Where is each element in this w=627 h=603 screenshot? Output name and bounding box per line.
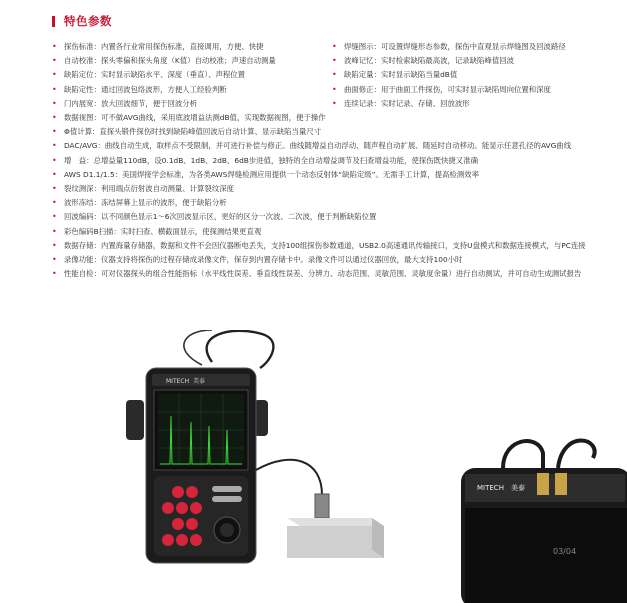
list-item: 缺陷定量：实时显示缺陷当量dB值	[344, 70, 458, 80]
section-title	[52, 12, 112, 30]
list-item: 连续记录：实时记录、存储、回放波形	[344, 98, 470, 108]
device-brand-cn: 美泰	[193, 378, 206, 385]
full-width-list: • 数据视图：可不做AVG曲线，采用底波增益法测dB值，实现数据视图，便于操作 • Φ值计算：直探头锻件探伤时找到缺陷峰值回波后自动计算、显示缺陷当量尺寸 • DAC/AVG：曲线自动生成，取样点不受限制，并可进行补偿与修正。曲线随增益自动浮动、随声程自动扩展、随延时自动移动。能显示任意孔径的AVG曲线 • 增 益：总增益量110dB，设0.1dB、1dB、2dB、6dB步进值，独特的全自动增益调节及扫查增益功能，使探伤既快捷又准确 • AWS D1.1/1.5：美国焊接学会标准，为各类AWS焊缝检测应用提供一个动态反射体“缺陷定级”。无需手工计算，提高检测效率 • 裂纹测深：利用端点衍射波自动测量、计算裂纹深度 • 波形冻结：冻结屏幕上显示的波形，便于缺陷分析 • 回波编码：以不同颜色显示1～6次回波显示区，更好的区分一次波、二次波，便于判断缺陷位置 • 彩色编码B扫描：实时扫查、横截面显示，使探测结果更直观 • 数据存储：内置海量存储器，数据和文件不会因仪器断电丢失，支持100组探伤参数通道，USB2.0高速通讯传输接口，支持U盘模式和数据连接模式，与PC连接 • 录像功能：仪器支持将探伤的过程存储成录像文件，保存到内置存储卡中。录像文件可以通过仪器回放，最大支持100小时 • 性能自检：可对仪器探头的组合性能指标（水平线性误差、垂直线性误差、分辨力、动态范围、灵敏范围、灵敏度余量）进行自动测试，并可自动生成测试报告	[52, 111, 600, 281]
list-item: 录像功能：仪器支持将探伤的过程存储成录像文件，保存到内置存储卡中。录像文件可以通过仪器回放，最大支持100小时	[64, 255, 463, 265]
list-item: Φ值计算：直探头锻件探伤时找到缺陷峰值回波后自动计算、显示缺陷当量尺寸	[64, 127, 322, 137]
list-item: 彩色编码B扫描：实时扫查、横截面显示，使探测结果更直观	[64, 226, 262, 236]
list-item: AWS D1.1/1.5：美国焊接学会标准，为各类AWS焊缝检测应用提供一个动态反射体“缺陷定级”。无需手工计算，提高检测效率	[64, 169, 479, 179]
list-item: DAC/AVG：曲线自动生成，取样点不受限制，并可进行补偿与修正。曲线随增益自动浮动、随声程自动扩展、随延时自动移动。能显示任意孔径的AVG曲线	[64, 141, 572, 151]
list-item: 缺陷定位：实时显示缺陷水平、深度（垂直）、声程位置	[64, 70, 246, 80]
list-item: 增 益：总增益量110dB，设0.1dB、1dB、2dB、6dB步进值，独特的全自动增益调节及扫查增益功能，使探伤既快捷又准确	[64, 155, 478, 165]
list-item: 数据视图：可不做AVG曲线，采用底波增益法测dB值，实现数据视图，便于操作	[64, 113, 326, 122]
closeup-brand-cn: 美泰	[511, 484, 525, 492]
page-number: 03/04	[553, 547, 577, 556]
list-item: 曲面修正：用于曲面工件探伤，可实时显示缺陷周向位置和深度	[344, 84, 551, 94]
section-title-text: 特色参数	[64, 14, 112, 28]
list-item: 探伤标准：内置各行业常用探伤标准，直接调用，方便、快捷	[64, 42, 264, 51]
list-item: 缺陷定性：通过回波包络波形，方便人工经验判断	[64, 84, 227, 94]
list-item: 门内展宽：放大回波细节，便于回波分析	[64, 98, 198, 108]
device-brand: MITECH	[166, 378, 190, 385]
closeup-brand: MITECH	[477, 484, 504, 492]
device-closeup-photo	[443, 428, 627, 603]
list-item: 焊缝图示：可设置焊缝形态参数，探伤中直观显示焊缝图及回波路径	[344, 42, 566, 51]
two-column-list: • 探伤标准：内置各行业常用探伤标准，直接调用，方便、快捷 • 焊缝图示：可设置焊缝形态参数，探伤中直观显示焊缝图及回波路径 • 自动校准：探头零偏和探头角度（K值）自动校准；声速自动测量 • 波峰记忆：实时检索缺陷最高波，记录缺陷峰值回波 • 缺陷定位：实时显示缺陷水平、深度（垂直）、声程位置 • 缺陷定量：实时显示缺陷当量dB值 • 缺陷定性：通过回波包络波形，方便人工经验判断 • 曲面修正：用于曲面工件探伤，可实时显示缺陷周向位置和深度 • 门内展宽：放大回波细节，便于回波分析 • 连续记录：实时记录、存储、回放波形	[52, 40, 612, 111]
list-item: 波峰记忆：实时检索缺陷最高波，记录缺陷峰值回波	[344, 56, 514, 66]
list-item: 数据存储：内置海量存储器，数据和文件不会因仪器断电丢失，支持100组探伤参数通道，USB2.0高速通讯传输接口，支持U盘模式和数据连接模式，与PC连接	[64, 240, 586, 250]
list-item: 回波编码：以不同颜色显示1～6次回波显示区，更好的区分一次波、二次波，便于判断缺陷位置	[64, 212, 377, 222]
list-item: 波形冻结：冻结屏幕上显示的波形，便于缺陷分析	[64, 198, 227, 208]
title-marker	[52, 16, 55, 27]
list-item: 裂纹测深：利用端点衍射波自动测量、计算裂纹深度	[64, 184, 234, 194]
list-item: 自动校准：探头零偏和探头角度（K值）自动校准；声速自动测量	[64, 56, 276, 66]
list-item: 性能自检：可对仪器探头的组合性能指标（水平线性误差、垂直线性误差、分辨力、动态范围、灵敏范围、灵敏度余量）进行自动测试，并可自动生成测试报告	[64, 269, 582, 279]
